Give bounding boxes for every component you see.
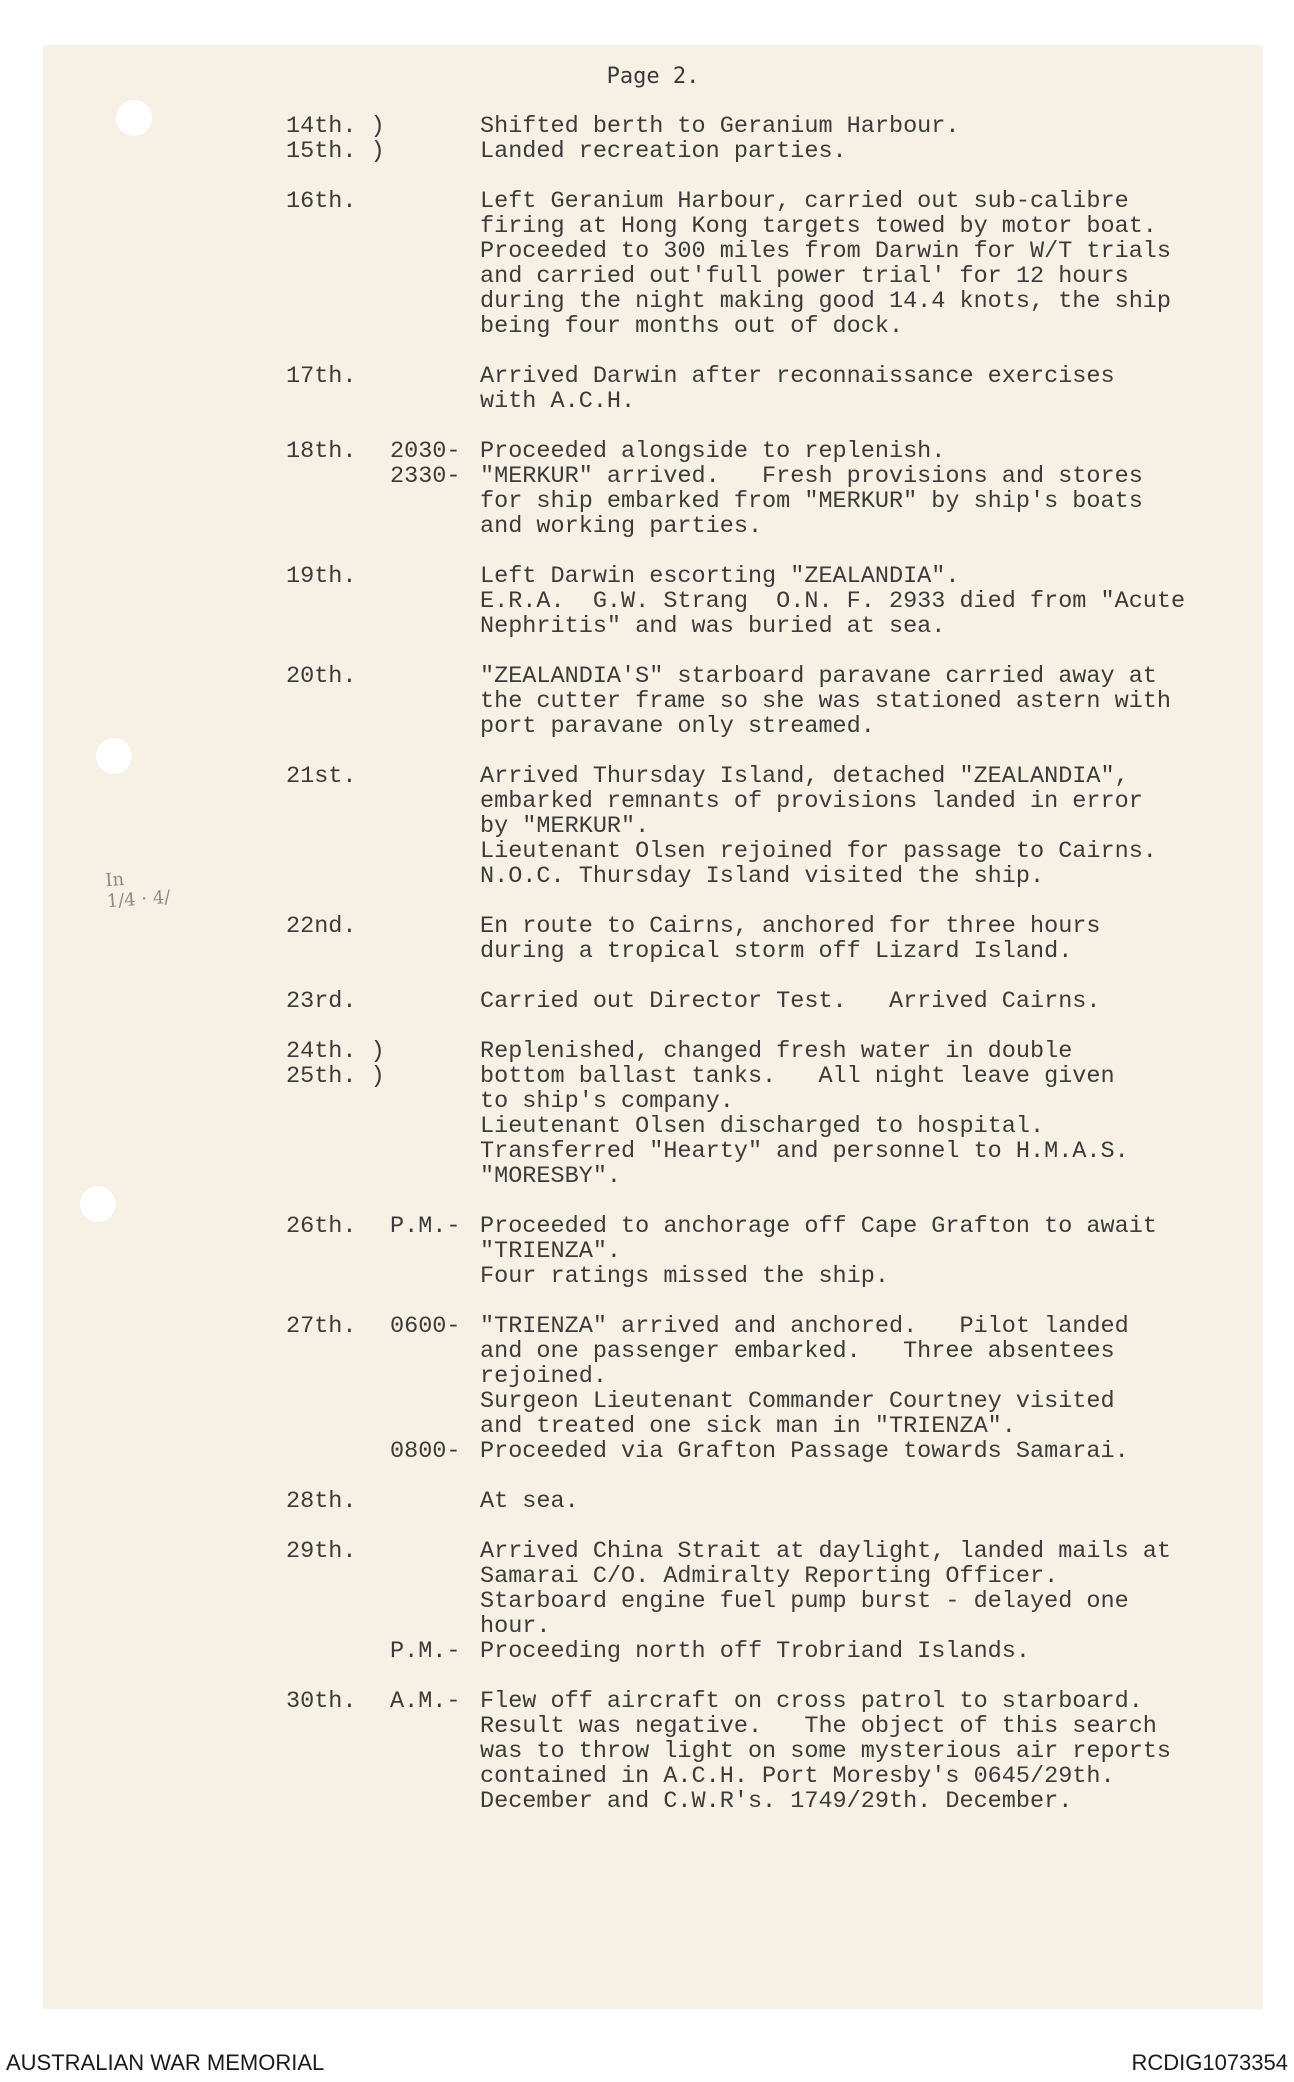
entry-text: Proceeded via Grafton Passage towards Samarai. (480, 1438, 1129, 1465)
entry-text: bottom ballast tanks. All night leave given (480, 1063, 1115, 1090)
entry-time (390, 989, 480, 1014)
log-entry (286, 664, 1246, 739)
entry-time (390, 1489, 480, 1514)
entry-line (480, 1739, 1246, 1764)
entry-line (390, 1313, 1246, 1340)
entry-date: 21st. (286, 763, 357, 790)
entry-text: "MERKUR" arrived. Fresh provisions and stores (480, 463, 1143, 490)
entry-line (480, 114, 1246, 139)
log-entry (286, 114, 1246, 164)
entry-time (390, 1364, 480, 1389)
entry-line (480, 939, 1246, 964)
entry-line (480, 1114, 1246, 1139)
entry-text: En route to Cairns, anchored for three hours (480, 913, 1101, 940)
log-entry (286, 764, 1246, 889)
entry-date: 18th. (286, 438, 357, 465)
entry-text: Flew off aircraft on cross patrol to starboard. (480, 1688, 1143, 1715)
entry-line (480, 489, 1246, 514)
entry-date: 16th. (286, 188, 357, 215)
entry-date: 28th. (286, 1488, 357, 1515)
entry-time: P.M.- (390, 1213, 461, 1240)
entry-line (480, 189, 1246, 214)
entry-line (480, 1089, 1246, 1114)
entry-text: Left Darwin escorting "ZEALANDIA". (480, 563, 960, 590)
entry-text: Landed recreation parties. (480, 138, 847, 165)
entry-date: 24th. ) 25th. ) (286, 1038, 385, 1090)
entry-date: 27th. (286, 1313, 357, 1340)
entry-time (390, 764, 480, 789)
entry-body (480, 914, 1246, 964)
page-number: Page 2. (606, 64, 700, 89)
entry-time: 2330- (390, 463, 461, 490)
entry-text: "ZEALANDIA'S" starboard paravane carried away at (480, 663, 1157, 690)
entry-text: port paravane only streamed. (480, 713, 875, 740)
entry-text: Samarai C/O. Admiralty Reporting Officer. (480, 1563, 1059, 1590)
entry-time (390, 1389, 480, 1414)
entry-body (390, 1538, 1246, 1665)
entry-time (390, 1339, 480, 1364)
entry-line (480, 664, 1246, 689)
log-entry (286, 439, 1246, 539)
entry-time: 0800- (390, 1438, 461, 1465)
entry-body (480, 114, 1246, 164)
entry-line (480, 389, 1246, 414)
entry-text: and carried out'full power trial' for 12 hours (480, 263, 1129, 290)
entry-text: during a tropical storm off Lizard Island. (480, 938, 1073, 965)
entry-time (390, 264, 480, 289)
entry-text: Carried out Director Test. Arrived Cairns. (480, 988, 1101, 1015)
entry-text: Result was negative. The object of this search (480, 1713, 1157, 1740)
entry-text: was to throw light on some mysterious air reports (480, 1738, 1172, 1765)
entry-text: and working parties. (480, 513, 763, 540)
entry-time: 0600- (390, 1313, 461, 1340)
entry-line (480, 1164, 1246, 1189)
entry-body (390, 438, 1246, 540)
entry-date: 19th. (286, 563, 357, 590)
entry-text: Surgeon Lieutenant Commander Courtney visited (480, 1388, 1115, 1415)
entry-line (390, 438, 1246, 465)
entry-line (480, 214, 1246, 239)
entry-text: Arrived Darwin after reconnaissance exercises (480, 363, 1115, 390)
entry-date: 30th. (286, 1688, 357, 1715)
entry-time (390, 1114, 480, 1139)
entry-text: Proceeded alongside to replenish. (480, 438, 946, 465)
entry-time (390, 1239, 480, 1264)
log-entry (286, 1314, 1246, 1464)
entry-text: with A.C.H. (480, 388, 636, 415)
entry-line (480, 764, 1246, 789)
entry-date: 17th. (286, 363, 357, 390)
entry-line (480, 364, 1246, 389)
entry-time (390, 289, 480, 314)
entry-time (390, 1789, 480, 1814)
entry-body (480, 364, 1246, 414)
entry-time (390, 864, 480, 889)
entry-text: Lieutenant Olsen rejoined for passage to Cairns. (480, 838, 1157, 865)
entry-line (480, 314, 1246, 339)
entry-line (390, 463, 1246, 490)
entry-time (390, 564, 480, 589)
entry-time (390, 1714, 480, 1739)
entry-time (390, 1414, 480, 1439)
entry-line (480, 1064, 1246, 1089)
entry-time (390, 614, 480, 639)
entry-time (390, 814, 480, 839)
entry-body (480, 764, 1246, 889)
entry-time (390, 139, 480, 164)
entry-time (390, 489, 480, 514)
entry-line (480, 1614, 1246, 1639)
log-entry (286, 1214, 1246, 1289)
entry-line (480, 814, 1246, 839)
entry-time (390, 914, 480, 939)
entry-text: contained in A.C.H. Port Moresby's 0645/29th. (480, 1763, 1115, 1790)
entry-text: Lieutenant Olsen discharged to hospital. (480, 1113, 1045, 1140)
entry-time (390, 1539, 480, 1564)
entry-line (480, 1414, 1246, 1439)
entry-text: E.R.A. G.W. Strang O.N. F. 2933 died from "Acute (480, 588, 1186, 615)
entry-line (480, 839, 1246, 864)
punch-hole (80, 1186, 116, 1222)
entry-text: Arrived Thursday Island, detached "ZEALANDIA", (480, 763, 1129, 790)
entry-date: 20th. (286, 663, 357, 690)
entry-line (480, 1239, 1246, 1264)
entry-text: the cutter frame so she was stationed astern with (480, 688, 1172, 715)
entry-body (480, 1489, 1246, 1514)
entry-line (480, 1589, 1246, 1614)
entry-body (390, 1688, 1246, 1815)
entry-time (390, 1264, 480, 1289)
entry-time (390, 714, 480, 739)
entry-line (480, 264, 1246, 289)
punch-hole (116, 100, 152, 136)
margin-note: In 1/4 · 4/ (104, 868, 172, 913)
entry-date: 26th. (286, 1213, 357, 1240)
entry-line (480, 989, 1246, 1014)
entry-time (390, 589, 480, 614)
entry-line (480, 689, 1246, 714)
entry-line (480, 714, 1246, 739)
entry-time: P.M.- (390, 1638, 461, 1665)
entry-time (390, 114, 480, 139)
entry-time (390, 1089, 480, 1114)
entry-time (390, 514, 480, 539)
log-entry (286, 1689, 1246, 1814)
entry-line (480, 1264, 1246, 1289)
entry-line (480, 1764, 1246, 1789)
entry-text: embarked remnants of provisions landed in error (480, 788, 1143, 815)
entry-text: and one passenger embarked. Three absentees (480, 1338, 1115, 1365)
footer-institution: AUSTRALIAN WAR MEMORIAL (6, 2050, 325, 2075)
entry-line (480, 1139, 1246, 1164)
entry-text: being four months out of dock. (480, 313, 904, 340)
entry-line (390, 1213, 1246, 1240)
log-entry (286, 1489, 1246, 1514)
entry-time (390, 789, 480, 814)
entry-line (480, 514, 1246, 539)
entry-text: Four ratings missed the ship. (480, 1263, 889, 1290)
entry-line (480, 289, 1246, 314)
entry-time (390, 664, 480, 689)
entry-line (390, 1688, 1246, 1715)
entry-body (480, 1039, 1246, 1189)
log-entry (286, 1539, 1246, 1664)
entry-text: Proceeding north off Trobriand Islands. (480, 1638, 1030, 1665)
entry-line (480, 789, 1246, 814)
entry-time: 2030- (390, 438, 461, 465)
entry-line (480, 1539, 1246, 1564)
entry-line (480, 864, 1246, 889)
entry-text: Proceeded to anchorage off Cape Grafton to await (480, 1213, 1157, 1240)
log-entry (286, 1039, 1246, 1189)
entry-text: Transferred "Hearty" and personnel to H.M.A.S. (480, 1138, 1129, 1165)
entry-text: by "MERKUR". (480, 813, 650, 840)
entry-text: "MORESBY". (480, 1163, 622, 1190)
entry-text: firing at Hong Kong targets towed by motor boat. (480, 213, 1157, 240)
entry-time (390, 1764, 480, 1789)
entry-text: "TRIENZA". (480, 1238, 622, 1265)
entry-line (390, 1438, 1246, 1465)
log-entries (286, 114, 1246, 1839)
entry-time (390, 314, 480, 339)
entry-text: Starboard engine fuel pump burst - delayed one (480, 1588, 1129, 1615)
entry-body (480, 189, 1246, 339)
log-entry (286, 189, 1246, 339)
entry-date: 22nd. (286, 913, 357, 940)
entry-body (480, 664, 1246, 739)
document-page (44, 46, 1262, 2008)
entry-line (480, 1714, 1246, 1739)
entry-time (390, 1614, 480, 1639)
log-entry (286, 364, 1246, 414)
entry-body (390, 1213, 1246, 1290)
entry-line (480, 1389, 1246, 1414)
entry-time (390, 189, 480, 214)
entry-time (390, 1564, 480, 1589)
entry-time (390, 939, 480, 964)
entry-text: Arrived China Strait at daylight, landed mails at (480, 1538, 1172, 1565)
entry-line (480, 239, 1246, 264)
entry-date: 29th. (286, 1538, 357, 1565)
entry-text: "TRIENZA" arrived and anchored. Pilot landed (480, 1313, 1129, 1340)
entry-line (480, 1564, 1246, 1589)
log-entry (286, 914, 1246, 964)
footer-record-id: RCDIG1073354 (1131, 2050, 1288, 2075)
entry-text: Replenished, changed fresh water in double (480, 1038, 1073, 1065)
entry-line (480, 564, 1246, 589)
entry-line (480, 1339, 1246, 1364)
entry-text: At sea. (480, 1488, 579, 1515)
entry-body (480, 989, 1246, 1014)
entry-time (390, 214, 480, 239)
entry-line (480, 1489, 1246, 1514)
entry-time (390, 239, 480, 264)
entry-line (480, 589, 1246, 614)
entry-time (390, 1164, 480, 1189)
entry-line (480, 914, 1246, 939)
entry-time (390, 1064, 480, 1089)
entry-time: A.M.- (390, 1688, 461, 1715)
entry-date: 23rd. (286, 988, 357, 1015)
entry-line (480, 1789, 1246, 1814)
log-entry (286, 989, 1246, 1014)
entry-text: Left Geranium Harbour, carried out sub-calibre (480, 188, 1129, 215)
entry-line (390, 1638, 1246, 1665)
entry-time (390, 1139, 480, 1164)
entry-time (390, 1589, 480, 1614)
entry-time (390, 1039, 480, 1064)
entry-body (390, 1313, 1246, 1465)
entry-time (390, 364, 480, 389)
entry-time (390, 689, 480, 714)
entry-text: during the night making good 14.4 knots, the ship (480, 288, 1172, 315)
entry-text: Proceeded to 300 miles from Darwin for W/T trials (480, 238, 1172, 265)
entry-text: and treated one sick man in "TRIENZA". (480, 1413, 1016, 1440)
log-entry (286, 564, 1246, 639)
entry-text: to ship's company. (480, 1088, 734, 1115)
entry-time (390, 839, 480, 864)
entry-text: N.O.C. Thursday Island visited the ship. (480, 863, 1045, 890)
punch-hole (96, 738, 132, 774)
entry-text: December and C.W.R's. 1749/29th. December. (480, 1788, 1073, 1815)
entry-text: Shifted berth to Geranium Harbour. (480, 113, 960, 140)
entry-text: Nephritis" and was buried at sea. (480, 613, 946, 640)
entry-line (480, 1039, 1246, 1064)
entry-body (480, 564, 1246, 639)
entry-text: hour. (480, 1613, 551, 1640)
entry-date: 14th. ) 15th. ) (286, 113, 385, 165)
entry-line (480, 614, 1246, 639)
entry-text: for ship embarked from "MERKUR" by ship's boats (480, 488, 1143, 515)
entry-line (480, 139, 1246, 164)
entry-line (480, 1364, 1246, 1389)
entry-time (390, 1739, 480, 1764)
entry-time (390, 389, 480, 414)
entry-text: rejoined. (480, 1363, 607, 1390)
